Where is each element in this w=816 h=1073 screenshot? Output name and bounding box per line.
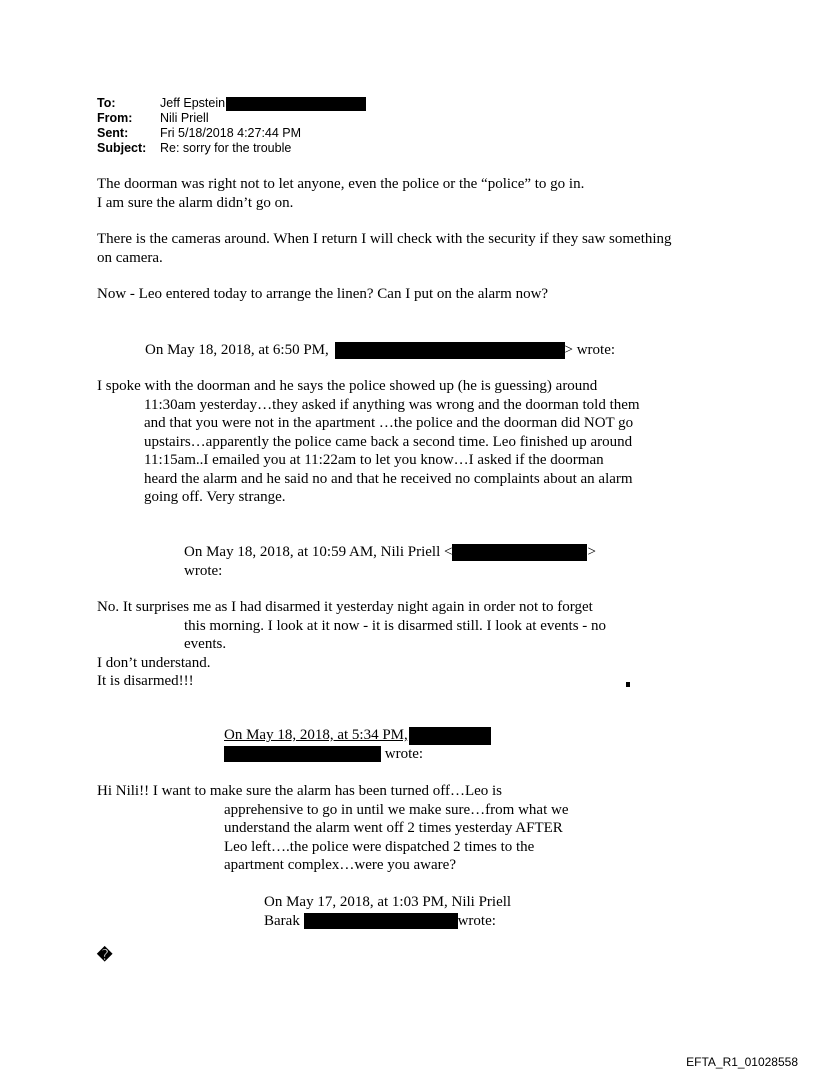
sent-value: Fri 5/18/2018 4:27:44 PM [160, 126, 302, 140]
attribution-text: On May 18, 2018, at 6:50 PM, [145, 342, 329, 358]
redaction-bar [304, 913, 458, 929]
quote-line: 11:15am..I emailed you at 11:22am to let you know…I asked if the doorman [144, 452, 604, 468]
subject-label: Subject: [97, 141, 147, 155]
subject-row [97, 141, 366, 156]
attribution-line [184, 543, 596, 562]
email-header [97, 96, 366, 156]
quote-line: No. It surprises me as I had disarmed it yesterday night again in order not to forget [97, 599, 593, 615]
quote3-attribution [224, 726, 491, 763]
quote3-body [97, 782, 569, 875]
quote-line: Hi Nili!! I want to make sure the alarm has been turned off…Leo is [97, 783, 503, 799]
redaction-bar [409, 727, 491, 745]
from-label: From: [97, 111, 133, 125]
quote2-attribution [184, 543, 596, 580]
redaction-bar [335, 342, 565, 359]
body-line: I am sure the alarm didn’t go on. [97, 194, 294, 211]
body-paragraph-2 [97, 230, 672, 267]
quote-line: Leo left….the police were dispatched 2 times to the [224, 838, 535, 855]
quote-line: going off. Very strange. [144, 489, 286, 505]
quote1-body [97, 377, 640, 507]
attribution-line: wrote: [184, 562, 223, 579]
to-name: Jeff Epstein [160, 96, 226, 110]
attribution-suffix: wrote: [457, 912, 496, 929]
document-id: EFTA_R1_01028558 [686, 1055, 798, 1069]
attribution-suffix: wrote: [384, 745, 424, 762]
to-value [160, 96, 366, 111]
attribution-suffix: > wrote: [564, 342, 616, 358]
attribution-text: On May 18, 2018, at 10:59 AM, Nili Priell < [184, 544, 453, 560]
quote-line: understand the alarm went off 2 times yesterday AFTER [224, 820, 563, 836]
stray-mark [626, 682, 630, 687]
sent-label: Sent: [97, 126, 129, 140]
subject-value: Re: sorry for the trouble [160, 141, 292, 155]
quote1-attribution [145, 341, 615, 360]
quote-line: 11:30am yesterday…they asked if anything was wrong and the doorman told them [144, 396, 640, 413]
attribution-text: On May 18, 2018, at 5:34 PM, [224, 727, 408, 743]
attribution-text: Barak [264, 912, 300, 929]
quote-line: and that you were not in the apartment …the police and the doorman did NOT go [144, 415, 634, 431]
quote-line: upstairs…apparently the police came back a second time. Leo finished up around [144, 433, 633, 450]
attribution-line: On May 17, 2018, at 1:03 PM, Nili Priell [264, 894, 512, 910]
quote-line: this morning. I look at it now - it is disarmed still. I look at events - no [184, 617, 607, 634]
attribution-line [224, 726, 491, 745]
quote-line: I spoke with the doorman and he says the police showed up (he is guessing) around [97, 378, 598, 394]
replacement-glyph: � [97, 948, 113, 964]
quote-line: apprehensive to go in until we make sure…from what we [224, 801, 569, 818]
attribution-line [264, 912, 511, 931]
redaction-bar [224, 746, 381, 762]
quote-line: events. [184, 636, 227, 652]
body-paragraph-3 [97, 285, 548, 304]
from-value: Nili Priell [160, 111, 209, 125]
body-line: Now - Leo entered today to arrange the linen? Can I put on the alarm now? [97, 286, 549, 302]
attribution-suffix: > [587, 544, 596, 560]
quote2-body [97, 598, 606, 691]
quote-line: It is disarmed!!! [97, 673, 194, 689]
redaction-bar [226, 97, 366, 111]
body-paragraph-1 [97, 175, 584, 212]
quote-line: I don’t understand. [97, 654, 211, 671]
to-row [97, 96, 366, 111]
body-line: The doorman was right not to let anyone, even the police or the “police” to go in. [97, 176, 585, 192]
body-line: on camera. [97, 249, 163, 266]
to-label: To: [97, 96, 116, 110]
redaction-bar [452, 544, 587, 561]
quote-line: heard the alarm and he said no and that he received no complaints about an alarm [144, 470, 633, 487]
quote4-attribution [264, 893, 511, 930]
body-line: There is the cameras around. When I return I will check with the security if they saw something [97, 231, 672, 247]
sent-row [97, 126, 366, 141]
from-row [97, 111, 366, 126]
attribution-line [224, 745, 491, 764]
quote-line: apartment complex…were you aware? [224, 857, 456, 873]
